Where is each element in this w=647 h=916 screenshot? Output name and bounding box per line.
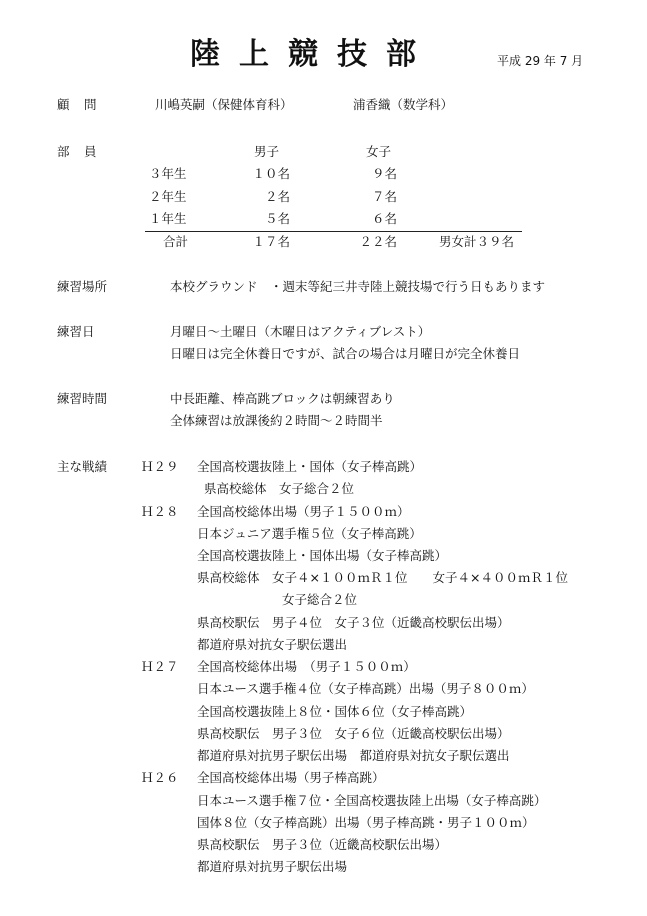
result-item: 日本ユース選手権４位（女子棒高跳）出場（男子８００ｍ） [197, 681, 534, 696]
result-item: 都道府県対抗男子駅伝出場 都道府県対抗女子駅伝選出 [197, 748, 510, 763]
members-total-female: ２２名 [359, 234, 397, 249]
result-item: 県高校駅伝 男子３位（近畿高校駅伝出場） [197, 837, 448, 852]
practice-time-line-1: 中長距離、棒高跳ブロックは朝練習あり [170, 391, 395, 406]
members-total-male: １７名 [252, 234, 290, 249]
members-grade: ２年生 [149, 189, 187, 204]
members-grade: １年生 [149, 211, 187, 226]
members-male-count: ２名 [264, 189, 290, 204]
members-male-count: ５名 [264, 211, 290, 226]
result-item: 都道府県対抗女子駅伝選出 [197, 637, 348, 652]
results-year: Ｈ２８ [141, 504, 179, 519]
members-male-count: １０名 [252, 166, 290, 181]
result-item: 都道府県対抗男子駅伝出場 [197, 859, 348, 874]
results-year: Ｈ２９ [141, 459, 179, 474]
practice-time-line-2: 全体練習は放課後約２時間～２時間半 [170, 413, 383, 428]
result-item: 全国高校選抜陸上・国体（女子棒高跳） [197, 459, 423, 474]
result-item: 全国高校選抜陸上８位・国体６位（女子棒高跳） [197, 704, 473, 719]
page-title: 陸上競技部 [190, 37, 435, 72]
result-item: 県高校駅伝 男子３位 女子６位（近畿高校駅伝出場） [197, 726, 510, 741]
result-item: 全国高校選抜陸上・国体出場（女子棒高跳） [197, 548, 448, 563]
advisor-label: 顧 問 [57, 97, 98, 112]
members-female-count: ７名 [371, 189, 397, 204]
members-total-rule [145, 231, 522, 232]
result-item: 日本ジュニア選手権５位（女子棒高跳） [197, 526, 422, 541]
result-item: 国体８位（女子棒高跳）出場（男子棒高跳・男子１００ｍ） [197, 815, 535, 830]
result-item: 県高校総体 女子総合２位 [204, 481, 355, 496]
members-header-male: 男子 [254, 144, 280, 159]
results-label: 主な戦績 [57, 459, 108, 474]
members-label: 部 員 [57, 144, 98, 159]
document-date: 平成 29 年 7 月 [497, 54, 584, 68]
results-year: Ｈ２６ [141, 770, 179, 785]
advisor-teacher-2: 浦香織（数学科） [353, 97, 454, 112]
practice-days-line-2: 日曜日は完全休養日ですが、試合の場合は月曜日が完全休養日 [170, 346, 521, 361]
result-item: 全国高校総体出場 （男子１５００ｍ） [197, 659, 416, 674]
results-year: Ｈ２７ [141, 659, 179, 674]
result-item: 全国高校総体出場（男子１５００ｍ） [197, 504, 410, 519]
practice-time-label: 練習時間 [57, 391, 108, 406]
members-header-female: 女子 [366, 144, 392, 159]
members-grade: ３年生 [149, 166, 187, 181]
practice-place-label: 練習場所 [57, 279, 108, 294]
practice-place-text: 本校グラウンド ・週末等紀三井寺陸上競技場で行う日もあります [170, 279, 546, 294]
members-female-count: ９名 [371, 166, 397, 181]
members-total-label: 合計 [163, 234, 189, 249]
result-item: 女子総合２位 [282, 592, 358, 607]
practice-days-label: 練習日 [57, 324, 95, 339]
members-female-count: ６名 [371, 211, 397, 226]
result-item: 県高校駅伝 男子４位 女子３位（近畿高校駅伝出場） [197, 615, 510, 630]
advisor-teacher-1: 川嶋英嗣（保健体育科） [155, 97, 293, 112]
members-grand-total: 男女計３９名 [439, 234, 515, 249]
result-item: 日本ユース選手権７位・全国高校選抜陸上出場（女子棒高跳） [197, 793, 547, 808]
result-item: 県高校総体 女子４×１００ｍＲ１位 女子４×４００ｍＲ１位 [197, 570, 568, 585]
practice-days-line-1: 月曜日～土曜日（木曜日はアクティブレスト） [170, 324, 431, 339]
result-item: 全国高校総体出場（男子棒高跳） [197, 770, 385, 785]
